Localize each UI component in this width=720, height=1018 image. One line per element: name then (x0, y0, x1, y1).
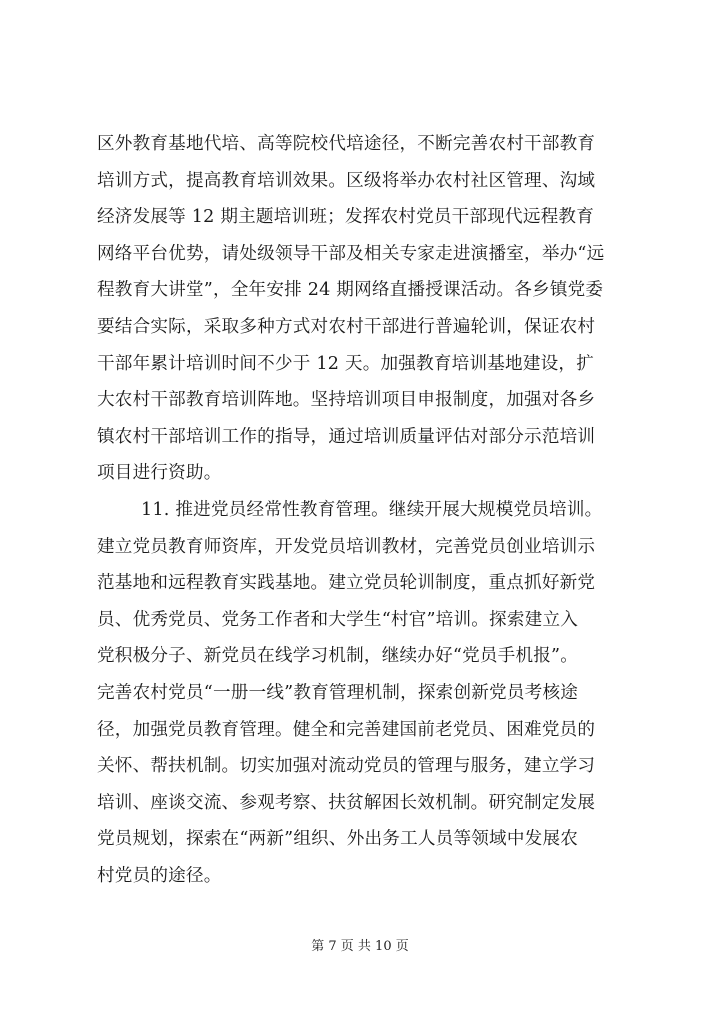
text-line: 镇农村干部培训工作的指导，通过培训质量评估对部分示范培训 (97, 426, 596, 447)
text-line: 培训方式，提高教育培训效果。区级将举办农村社区管理、沟域 (97, 170, 596, 191)
text-line: 培训、座谈交流、参观考察、扶贫解困长效机制。研究制定发展 (97, 792, 596, 813)
text-line: 区外教育基地代培、高等院校代培途径，不断完善农村干部教育 (97, 134, 596, 154)
section-heading-line: 11. 推进党员经常性教育管理。继续开展大规模党员培训。 (141, 499, 603, 520)
text-line: 经济发展等 12 期主题培训班；发挥农村党员干部现代远程教育 (97, 207, 595, 228)
text-line: 党积极分子、新党员在线学习机制，继续办好“党员手机报”。 (97, 646, 579, 667)
text-line: 网络平台优势，请处级领导干部及相关专家走进演播室，举办“远 (97, 243, 605, 264)
text-line: 径，加强党员教育管理。健全和完善建国前老党员、困难党员的 (97, 719, 596, 740)
text-line: 村党员的途径。 (97, 865, 222, 886)
text-line: 范基地和远程教育实践基地。建立党员轮训制度，重点抓好新党 (97, 573, 596, 594)
text-line: 项目进行资助。 (97, 463, 222, 484)
text-line: 完善农村党员“一册一线”教育管理机制，探索创新党员考核途 (97, 682, 579, 703)
text-line: 党员规划，探索在“两新”组织、外出务工人员等领域中发展农 (97, 829, 579, 850)
document-body (97, 126, 637, 894)
text-line: 员、优秀党员、党务工作者和大学生“村官”培训。探索建立入 (97, 609, 579, 630)
text-line: 要结合实际，采取多种方式对农村干部进行普遍轮训，保证农村 (97, 316, 596, 337)
text-line: 干部年累计培训时间不少于 12 天。加强教育培训基地建设，扩 (97, 353, 595, 374)
page-number-footer: 第 7 页 共 10 页 (311, 939, 409, 954)
text-line: 建立党员教育师资库，开发党员培训教材，完善党员创业培训示 (97, 536, 596, 557)
text-line: 程教育大讲堂”，全年安排 24 期网络直播授课活动。各乡镇党委 (97, 280, 604, 301)
text-line: 关怀、帮扶机制。切实加强对流动党员的管理与服务，建立学习 (97, 756, 596, 777)
text-line: 大农村干部教育培训阵地。坚持培训项目申报制度，加强对各乡 (97, 390, 596, 411)
